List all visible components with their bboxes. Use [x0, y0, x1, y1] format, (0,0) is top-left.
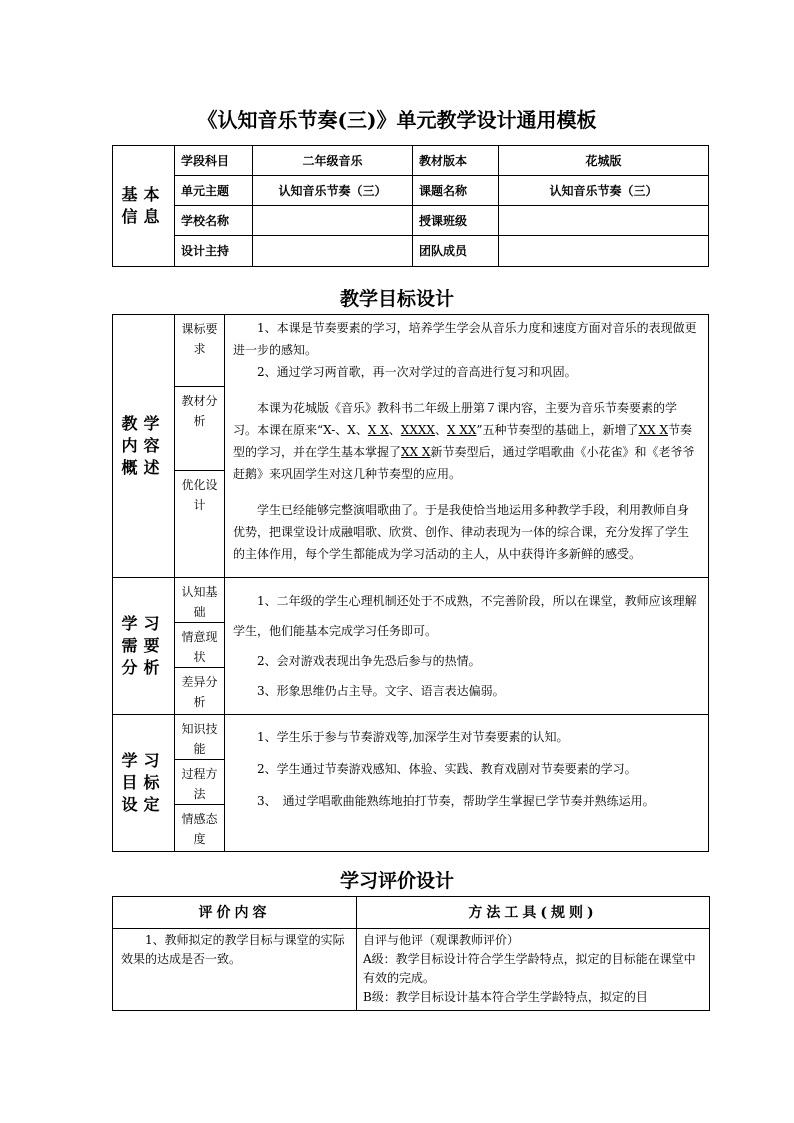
content-overview-text: 1、本课是节奏要素的学习，培养学生学会从音乐力度和速度方面对音乐的表现做更进一步的感知。 2、通过学习两首歌，再一次对学过的音高进行复习和巩固。 本课为花城版《音乐》教科书二年级上册第７课内容，主要为音乐节奏要素的学习。本课在原来“X-、X、X X、XXXX、X XX”五种节奏型的基础上，新增了XX X节奏型的学习，并在学生基本掌握了XX X新节奏型后，通过学唱歌曲《小花雀》和《老爷爷赶鹅》来巩固学生对这几种节奏型的应用。 学生已经能够完整演唱歌曲了。于是我使恰当地运用多种教学手段，利用教师自身优势，把课堂设计成融唱歌、欣赏、创作、律动表现为一体的综合课，充分发挥了学生的主体作用，每个学生都能成为学习活动的主人，从中获得许多新鲜的感受。: [225, 315, 709, 578]
field-label: 设计主持: [175, 236, 253, 267]
sub-label: 过程方法: [175, 760, 225, 805]
sub-label: 课标要求: [175, 315, 225, 387]
field-value: 认知音乐节奏（三）: [499, 176, 709, 206]
document-title: 《认知音乐节奏(三)》单元教学设计通用模板: [197, 108, 597, 132]
field-label: 团队成员: [413, 236, 499, 267]
learning-goals-label: 学习目标设定: [113, 715, 175, 852]
field-value: [499, 206, 709, 236]
basic-info-label: 基本信息: [113, 146, 175, 267]
sub-label: 差异分析: [175, 668, 225, 715]
field-value: [499, 236, 709, 267]
sub-label: 优化设计: [175, 471, 225, 578]
field-label: 学校名称: [175, 206, 253, 236]
evaluation-table: [112, 896, 710, 1011]
field-label: 课题名称: [413, 176, 499, 206]
field-value: 花城版: [499, 146, 709, 176]
field-value: 认知音乐节奏（三）: [253, 176, 413, 206]
field-label: 单元主题: [175, 176, 253, 206]
field-label: 教材版本: [413, 146, 499, 176]
learning-goals-text: 1、学生乐于参与节奏游戏等,加深学生对节奏要素的认知。 2、学生通过节奏游戏感知、体验、实践、教育戏剧对节奏要素的学习。 3、 通过学唱歌曲能熟练地拍打节奏，帮助学生掌握已学节奏并熟练运用。: [225, 715, 709, 852]
needs-analysis-text: 1、二年级的学生心理机制还处于不成熟，不完善阶段，所以在课堂，教师应该理解学生，他们能基本完成学习任务即可。 2、会对游戏表现出争先恐后参与的热情。 3、形象思维仍占主导。文字、语言表达偏弱。: [225, 578, 709, 715]
content-overview-label: 教学内容概述: [113, 315, 175, 578]
eval-method-header: 方法工具(规则): [357, 897, 710, 929]
field-label: 授课班级: [413, 206, 499, 236]
eval-content-cell: 1、教师拟定的教学目标与课堂的实际效果的达成是否一致。: [113, 929, 357, 1011]
field-label: 学段科目: [175, 146, 253, 176]
sub-label: 知识技能: [175, 715, 225, 760]
eval-content-header: 评价内容: [113, 897, 357, 929]
field-value: [253, 206, 413, 236]
basic-info-table: [112, 145, 709, 267]
field-value: 二年级音乐: [253, 146, 413, 176]
sub-label: 情意现状: [175, 623, 225, 668]
needs-analysis-label: 学习需要分析: [113, 578, 175, 715]
field-value: [253, 236, 413, 267]
sub-label: 教材分析: [175, 387, 225, 471]
sub-label: 认知基础: [175, 578, 225, 623]
sub-label: 情感态度: [175, 805, 225, 852]
eval-design-heading: 学习评价设计: [339, 870, 454, 892]
goal-design-table: [112, 314, 709, 852]
goal-design-heading: 教学目标设计: [339, 288, 454, 310]
eval-method-cell: 自评与他评（观课教师评价） A级：教学目标设计符合学生学龄特点，拟定的目标能在课堂中有效的完成。 B级：教学目标设计基本符合学生学龄特点，拟定的目: [357, 929, 710, 1011]
